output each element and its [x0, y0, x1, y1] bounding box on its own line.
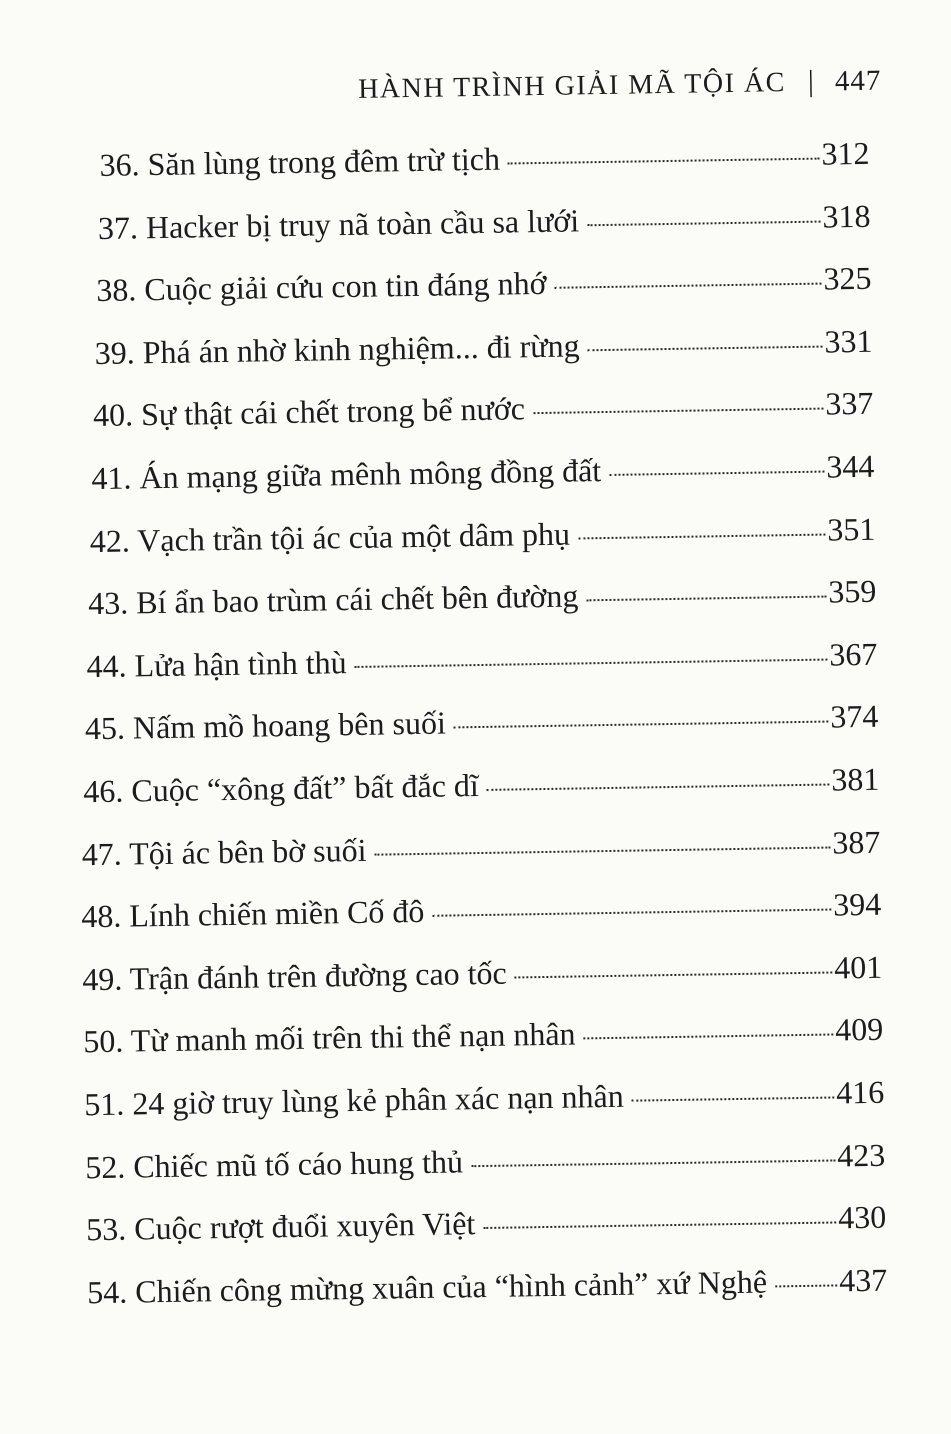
toc-entry-title: 50. Từ manh mối trên thi thể nạn nhân	[83, 1015, 576, 1060]
table-of-contents	[69, 122, 888, 1324]
toc-entry-title: 38. Cuộc giải cứu con tin đáng nhớ	[96, 265, 547, 309]
dot-leader	[588, 345, 823, 351]
toc-entry-title: 43. Bí ẩn bao trùm cái chết bên đường	[87, 577, 579, 622]
header-separator: |	[807, 64, 816, 98]
dot-leader	[578, 533, 825, 539]
dot-leader	[487, 783, 830, 790]
toc-entry-title: 54. Chiến công mừng xuân của “hình cảnh” xứ Nghệ	[86, 1263, 768, 1310]
dot-leader	[632, 1096, 835, 1101]
dot-leader	[609, 471, 824, 476]
toc-entry-title: 36. Săn lùng trong đêm trừ tịch	[99, 140, 501, 183]
dot-leader	[584, 1034, 834, 1040]
dot-leader	[483, 1222, 836, 1230]
toc-entry-title: 37. Hacker bị truy nã toàn cầu sa lưới	[97, 201, 580, 246]
toc-entry-page: 325	[823, 259, 872, 297]
toc-entry-title: 48. Lính chiến miền Cố đô	[81, 893, 425, 935]
toc-entry-title: 41. Án mạng giữa mênh mông đồng đất	[91, 452, 602, 497]
toc-entry-title: 42. Vạch trần tội ác của một dâm phụ	[89, 515, 571, 559]
toc-entry-page: 337	[825, 385, 874, 422]
toc-entry-title: 49. Trận đánh trên đường cao tốc	[82, 954, 507, 997]
dot-leader	[471, 1159, 835, 1167]
toc-entry-page: 351	[827, 510, 876, 548]
toc-entry-page: 409	[834, 1011, 884, 1048]
dot-leader	[508, 158, 820, 165]
toc-entry-page: 331	[824, 322, 873, 360]
toc-entry-page: 423	[836, 1136, 886, 1173]
dot-leader	[533, 408, 823, 415]
toc-entry-page: 381	[831, 760, 880, 798]
dot-leader	[432, 909, 831, 917]
dot-leader	[775, 1284, 837, 1287]
dot-leader	[586, 596, 826, 602]
toc-entry-title: 51. 24 giờ truy lùng kẻ phân xác nạn nhân	[84, 1077, 624, 1123]
toc-entry	[87, 1248, 888, 1323]
toc-entry-page: 367	[829, 635, 878, 673]
dot-leader	[375, 846, 831, 855]
toc-entry-page: 387	[831, 823, 881, 861]
toc-entry-page: 359	[828, 572, 877, 610]
dot-leader	[587, 220, 820, 226]
toc-entry-page: 344	[826, 447, 875, 485]
dot-leader	[515, 971, 833, 978]
toc-entry-title: 47. Tội ác bên bờ suối	[81, 831, 367, 872]
toc-entry-page: 394	[832, 885, 882, 923]
toc-entry-page: 318	[822, 197, 871, 235]
toc-entry-page: 312	[821, 134, 870, 172]
book-title: HÀNH TRÌNH GIẢI MÃ TỘI ÁC	[357, 67, 787, 105]
toc-entry-page: 401	[833, 948, 883, 986]
toc-entry-title: 44. Lửa hận tình thù	[86, 643, 347, 684]
toc-entry-title: 52. Chiếc mũ tố cáo hung thủ	[85, 1142, 464, 1185]
toc-entry-page: 374	[830, 698, 879, 735]
toc-entry-page: 437	[838, 1261, 888, 1299]
toc-entry-title: 46. Cuộc “xông đất” bất đắc dĩ	[83, 766, 480, 810]
toc-entry-page: 430	[837, 1198, 887, 1236]
toc-entry-page: 416	[835, 1073, 885, 1111]
dot-leader	[555, 283, 822, 289]
dot-leader	[355, 658, 828, 667]
page-number: 447	[834, 64, 882, 98]
toc-entry-title: 45. Nấm mồ hoang bên suối	[84, 704, 447, 747]
toc-entry-title: 40. Sự thật cái chết trong bể nước	[92, 390, 526, 434]
toc-entry-title: 39. Phá án nhờ kinh nghiệm... đi rừng	[94, 327, 580, 371]
running-header	[358, 64, 882, 106]
toc-entry-title: 53. Cuộc rượt đuổi xuyên Việt	[85, 1205, 476, 1248]
dot-leader	[454, 721, 829, 729]
